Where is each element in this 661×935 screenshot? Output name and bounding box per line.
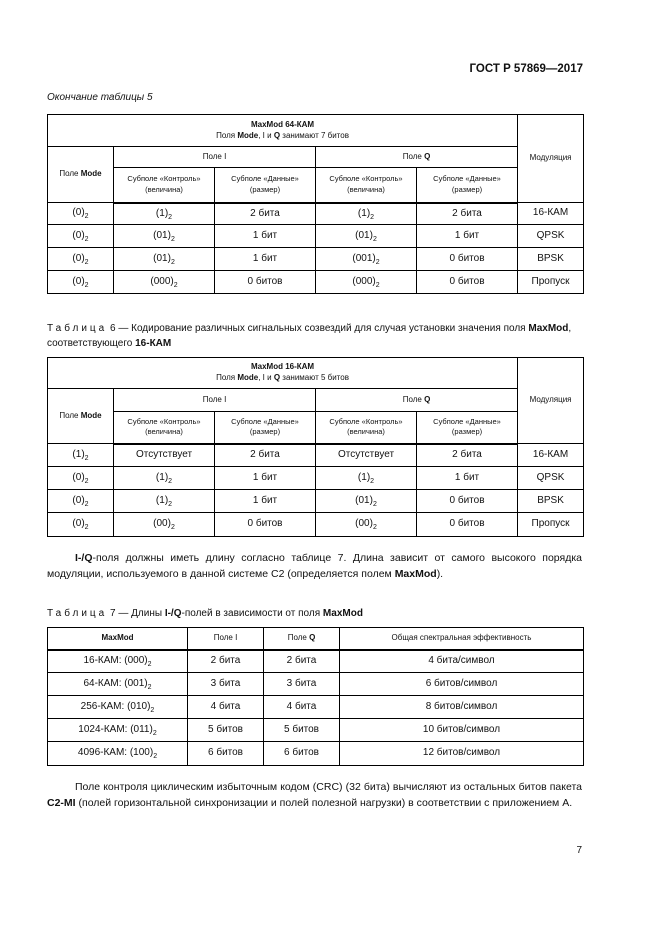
t6-r0-idata: 2 бита: [215, 444, 316, 467]
s: 2: [370, 213, 375, 221]
s: 2: [147, 683, 152, 691]
t7-r2-eff: 8 битов/символ: [340, 696, 584, 719]
s: 2: [372, 500, 377, 508]
t5-col-mode-pre: Поле: [59, 169, 81, 179]
t5-r1-qctrl: [316, 225, 417, 248]
t6-r0-qdata: 2 бита: [417, 444, 518, 467]
t7-h-q: [264, 628, 340, 650]
t6-ctrl-q-l2: (величина): [347, 427, 385, 437]
t6-cap-text: — Кодирование различных сигнальных созвездий для случая установки значения поля: [115, 323, 529, 334]
t7-r1-i: 3 бита: [188, 673, 264, 696]
t6-sub-ctrl-q: [316, 412, 417, 444]
t5-r0-idata: 2 бита: [215, 203, 316, 225]
s: 2: [84, 500, 89, 508]
table-7: [47, 627, 584, 766]
t7-cap-b1: I-/Q: [164, 608, 182, 619]
t6-r3-mod: Пропуск: [518, 513, 584, 537]
t7-h-q-pre: Поле: [287, 632, 310, 642]
t6-sub-post: занимают 5 битов: [280, 373, 349, 382]
t6-ctrl-q-l1: Субполе «Контроль»: [329, 416, 403, 426]
table-5-title: [48, 115, 518, 147]
v: (1): [155, 494, 169, 506]
v: (0): [72, 518, 85, 530]
table-5-title-text: MaxMod 64-КАМ: [250, 119, 315, 129]
t5-r3-idata: 0 битов: [215, 271, 316, 294]
t7-r4-eff: 12 битов/символ: [340, 742, 584, 766]
table-row: [48, 225, 584, 248]
t6-data-i-l2: (размер): [249, 427, 281, 437]
table-row: [48, 719, 584, 742]
t6-r3-idata: 0 битов: [215, 513, 316, 537]
s: 2: [150, 706, 155, 714]
table-6-title: [48, 358, 518, 389]
t7-r1-q: 3 бита: [264, 673, 340, 696]
v: (1): [357, 207, 371, 219]
t5-r1-mode: [48, 225, 114, 248]
t5-data-q-l2: (размер): [451, 184, 483, 194]
t6-sub-pre: Поля: [216, 373, 238, 382]
p2-t2: (полей горизонтальной синхронизации и полей полезной нагрузки) в соответствии с приложением А.: [75, 796, 573, 809]
t5-r1-idata: 1 бит: [215, 225, 316, 248]
s: 2: [170, 524, 175, 532]
table-6: [47, 357, 584, 537]
v: (0): [72, 275, 85, 287]
t5-col-mode-b: Mode: [80, 169, 102, 179]
v: (0): [72, 471, 85, 483]
t6-cap-b1: MaxMod: [528, 323, 569, 334]
v: 16-КАМ: (000): [83, 655, 148, 666]
s: 2: [170, 258, 175, 266]
t6-r0-mod: 16-КАМ: [518, 444, 584, 467]
s: 2: [173, 281, 178, 289]
t7-cap-text: — Длины: [115, 608, 165, 619]
p1-t2: ).: [436, 567, 444, 580]
t5-sub-ctrl-i: [114, 168, 215, 203]
t5-col-i: Поле I: [114, 147, 316, 168]
t5-ctrl-q-l1: Субполе «Контроль»: [329, 174, 403, 184]
t6-r2-ictrl: [114, 490, 215, 513]
table-7-caption: [47, 606, 582, 621]
v: 4096-КАМ: (100): [77, 747, 154, 759]
t7-r0-eff: 4 бита/символ: [340, 650, 584, 673]
table-row: [48, 490, 584, 513]
t5-r2-mode: [48, 248, 114, 271]
s: 2: [168, 500, 173, 508]
t6-r3-ictrl: [114, 513, 215, 537]
s: 2: [375, 258, 380, 266]
t7-r3-q: 5 битов: [264, 719, 340, 742]
t7-cap-b2: MaxMod: [322, 608, 363, 619]
table-5: [47, 114, 584, 294]
t7-r0-i: 2 бита: [188, 650, 264, 673]
t6-r0-ictrl: [114, 444, 215, 467]
s: 2: [168, 213, 173, 221]
v: (0): [72, 252, 85, 264]
v: (0): [72, 494, 85, 506]
p1-b1: I-/Q: [75, 552, 93, 564]
table-continuation-label: Окончание таблицы 5: [47, 92, 153, 103]
t6-col-mode-b: Mode: [80, 410, 102, 420]
p2-t1: Поле контроля циклическим избыточным кодом (CRC) (32 бита) вычисляют из остальных битов пакета: [75, 781, 582, 793]
t7-r4-i: 6 битов: [188, 742, 264, 766]
t6-col-i: Поле I: [114, 389, 316, 412]
t6-r2-idata: 1 бит: [215, 490, 316, 513]
t5-sub-data-i: [215, 168, 316, 203]
t7-h-i: Поле I: [188, 628, 264, 650]
s: 2: [84, 213, 89, 221]
t6-r1-mod: QPSK: [518, 467, 584, 490]
t6-data-i-l1: Субполе «Данные»: [231, 416, 299, 426]
t5-r1-mod: QPSK: [518, 225, 584, 248]
s: 2: [84, 281, 89, 289]
t6-data-q-l2: (размер): [451, 427, 483, 437]
v: Отсутствует: [337, 449, 395, 460]
t6-r1-idata: 1 бит: [215, 467, 316, 490]
t6-r2-mode: [48, 490, 114, 513]
t6-ctrl-i-l1: Субполе «Контроль»: [127, 416, 201, 426]
t6-r1-mode: [48, 467, 114, 490]
v: 64-КАМ: (001): [83, 677, 148, 689]
v: (000): [352, 275, 376, 287]
t5-ctrl-i-l1: Субполе «Контроль»: [127, 174, 201, 184]
t7-r3-mm: [48, 719, 188, 742]
s: 2: [84, 524, 89, 532]
s: 2: [372, 524, 377, 532]
t7-h-maxmod-text: MaxMod: [101, 632, 134, 642]
v: (01): [355, 494, 373, 506]
t5-r0-mod: 16-КАМ: [518, 203, 584, 225]
t6-data-q-l1: Субполе «Данные»: [433, 416, 501, 426]
table-row: [48, 673, 584, 696]
t7-h-eff: Общая спектральная эффективность: [340, 628, 584, 650]
table-6-caption: [47, 321, 582, 351]
t5-r3-mode: [48, 271, 114, 294]
s: 2: [147, 661, 152, 668]
t7-r3-eff: 10 битов/символ: [340, 719, 584, 742]
t5-r3-mod: Пропуск: [518, 271, 584, 294]
v: (1): [155, 471, 169, 483]
table-row: [48, 271, 584, 294]
s: 2: [84, 454, 89, 462]
t6-sub-data-i: [215, 412, 316, 444]
v: (1): [155, 207, 169, 219]
t6-r0-mode: [48, 444, 114, 467]
t5-r0-qdata: 2 бита: [417, 203, 518, 225]
s: 2: [372, 235, 377, 243]
v: (0): [72, 207, 85, 219]
t6-r2-mod: BPSK: [518, 490, 584, 513]
t5-ctrl-q-l2: (величина): [347, 184, 385, 194]
s: 2: [370, 477, 375, 485]
paragraph-crc: [47, 780, 582, 811]
t7-cap-label: Таблица: [47, 608, 108, 619]
t6-cap-text2: , соответствующего: [47, 323, 572, 349]
t6-r3-qctrl: [316, 513, 417, 537]
t7-r2-mm: [48, 696, 188, 719]
t7-r2-q: 4 бита: [264, 696, 340, 719]
s: 2: [84, 477, 89, 485]
table-row: [48, 203, 584, 225]
t5-sub-data-q: [417, 168, 518, 203]
t5-data-q-l1: Субполе «Данные»: [433, 174, 501, 184]
t5-ctrl-i-l2: (величина): [145, 184, 183, 194]
t5-col-modulation: Модуляция: [518, 115, 584, 203]
t7-r2-i: 4 бита: [188, 696, 264, 719]
t7-cap-text2: -полей в зависимости от поля: [181, 608, 323, 619]
t5-sub-post: занимают 7 битов: [280, 130, 349, 140]
t6-sub-b1: Mode: [237, 373, 259, 382]
t5-r2-qdata: 0 битов: [417, 248, 518, 271]
t6-sub-b2: Q: [273, 373, 281, 382]
t5-r0-qctrl: [316, 203, 417, 225]
s: 2: [153, 753, 158, 761]
table-row: [48, 650, 584, 673]
t5-r0-ictrl: [114, 203, 215, 225]
v: (01): [355, 229, 373, 241]
t7-r3-i: 5 битов: [188, 719, 264, 742]
s: 2: [375, 281, 380, 289]
t5-sub-mid: , I и: [258, 130, 274, 140]
t5-col-q: [316, 147, 518, 168]
t5-r2-ictrl: [114, 248, 215, 271]
page-number: 7: [576, 845, 582, 856]
t5-r1-ictrl: [114, 225, 215, 248]
t7-r0-mm: [48, 650, 188, 673]
t6-sub-mid: , I и: [258, 373, 274, 382]
t5-data-i-l2: (размер): [249, 184, 281, 194]
t5-r0-mode: [48, 203, 114, 225]
t6-r2-qdata: 0 битов: [417, 490, 518, 513]
t7-r1-eff: 6 битов/символ: [340, 673, 584, 696]
s: 2: [152, 729, 157, 737]
t5-col-mode: [48, 147, 114, 203]
t5-r1-qdata: 1 бит: [417, 225, 518, 248]
v: (1): [72, 448, 85, 460]
standard-number: ГОСТ Р 57869—2017: [469, 63, 583, 75]
t5-sub-pre: Поля: [216, 130, 238, 140]
t5-r3-qctrl: [316, 271, 417, 294]
v: (001): [352, 252, 376, 264]
t6-r3-mode: [48, 513, 114, 537]
t6-r0-qctrl: [316, 444, 417, 467]
t6-r1-qctrl: [316, 467, 417, 490]
t5-r3-qdata: 0 битов: [417, 271, 518, 294]
p1-b2: MaxMod: [394, 567, 437, 580]
v: 1024-КАМ: (011): [78, 723, 153, 735]
v: 256-КАМ: (010): [80, 700, 151, 712]
t6-cap-b2: 16-КАМ: [135, 338, 172, 349]
t6-cap-num: 6: [107, 323, 116, 334]
t6-col-modulation: Модуляция: [518, 358, 584, 444]
t5-col-q-pre: Поле: [402, 151, 425, 161]
p2-b1: С2-MI: [47, 796, 76, 809]
t7-r4-q: 6 битов: [264, 742, 340, 766]
t6-col-q-b: Q: [424, 394, 431, 404]
t6-r3-qdata: 0 битов: [417, 513, 518, 537]
t7-cap-num: 7: [107, 608, 116, 619]
t7-h-maxmod: [48, 628, 188, 650]
table-row: [48, 742, 584, 766]
t5-sub-b1: Mode: [237, 130, 259, 140]
t7-r1-mm: [48, 673, 188, 696]
t6-sub-data-q: [417, 412, 518, 444]
t6-col-q-pre: Поле: [402, 394, 425, 404]
v: (00): [355, 518, 373, 530]
t5-r2-mod: BPSK: [518, 248, 584, 271]
v: (00): [153, 518, 171, 530]
p1-t1: -поля должны иметь длину согласно таблице 7. Длина зависит от самого высокого порядка модуляции, используемого в данной системе С2 (определяется полем: [47, 552, 582, 580]
table-row: [48, 467, 584, 490]
s: 2: [84, 258, 89, 266]
t5-r2-idata: 1 бит: [215, 248, 316, 271]
paragraph-field-lengths: [47, 551, 582, 582]
t7-r0-q: 2 бита: [264, 650, 340, 673]
t5-col-q-b: Q: [424, 151, 431, 161]
table-row: [48, 248, 584, 271]
t6-col-mode-pre: Поле: [59, 410, 81, 420]
t5-r3-ictrl: [114, 271, 215, 294]
t7-r4-mm: [48, 742, 188, 766]
t6-r2-qctrl: [316, 490, 417, 513]
t6-r1-ictrl: [114, 467, 215, 490]
s: 2: [84, 235, 89, 243]
t5-r2-qctrl: [316, 248, 417, 271]
t6-ctrl-i-l2: (величина): [145, 427, 183, 437]
t5-sub-ctrl-q: [316, 168, 417, 203]
t6-col-mode: [48, 389, 114, 444]
t6-sub-ctrl-i: [114, 412, 215, 444]
s: 2: [168, 477, 173, 485]
t5-data-i-l1: Субполе «Данные»: [231, 174, 299, 184]
v: (000): [150, 275, 174, 287]
v: (1): [357, 471, 371, 483]
t6-cap-label: Таблица: [47, 323, 108, 334]
t6-r1-qdata: 1 бит: [417, 467, 518, 490]
t5-sub-b2: Q: [273, 130, 281, 140]
t7-h-q-b: Q: [309, 632, 316, 642]
v: (01): [153, 229, 171, 241]
v: (01): [153, 252, 171, 264]
table-row: [48, 444, 584, 467]
table-6-title-text: MaxMod 16-КАМ: [250, 362, 315, 372]
v: Отсутствует: [135, 449, 193, 460]
s: 2: [170, 235, 175, 243]
v: (0): [72, 229, 85, 241]
table-row: [48, 696, 584, 719]
t6-col-q: [316, 389, 518, 412]
table-row: [48, 513, 584, 537]
